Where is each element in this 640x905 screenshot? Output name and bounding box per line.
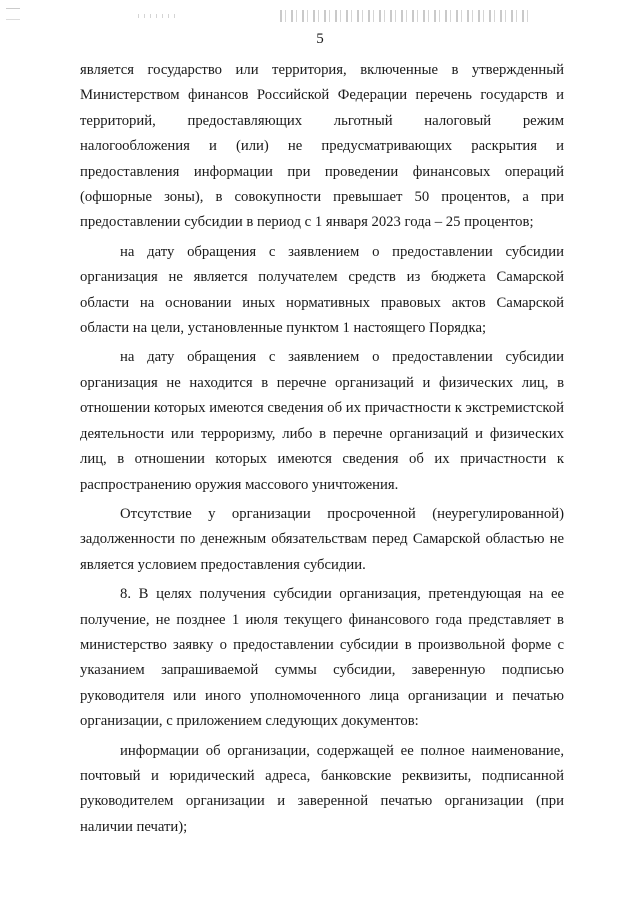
page-number: 5 (316, 31, 324, 47)
scan-artifact-header (280, 10, 530, 22)
paragraph-item-8: 8. В целях получения субсидии организация, претендующая на ее получение, не позднее 1 июля текущего финансового года представляет в министерство заявку о предоставлении субсидии в произвольной форме с указанием запрашиваемой суммы субсидии, заверенную подписью руководителя или иного уполномоченного лица организации и печатью организации, с приложением следующих документов: (80, 586, 564, 730)
scan-artifact-dots (138, 14, 178, 18)
paragraph-not-in-extremist-list: на дату обращения с заявлением о предоставлении субсидии организация не находится в перечне организаций и физических лиц, в отношении которых имеются сведения об их причастности к экстремистской деятельности или терроризму, либо в перечне организаций и физических лиц, в отношении которых имеются сведения об их причастности к распространению оружия массового уничтожения. (80, 349, 564, 493)
paragraph-organization-info: информации об организации, содержащей ее полное наименование, почтовый и юридический адреса, банковские реквизиты, подписанной руководителем организации и заверенной печатью организации (при наличии печати); (80, 742, 564, 835)
paragraph-debt-not-condition: Отсутствие у организации просроченной (неурегулированной) задолженности по денежным обязательствам перед Самарской областью не является условием предоставления субсидии. (80, 505, 564, 573)
paragraph-continuation: является государство или территория, включенные в утвержденный Министерством финансов Российской Федерации перечень государств и территорий, предоставляющих льготный налоговый режим налогообложения и (или) не предусматривающих раскрытия и предоставления информации при проведении финансовых операций (офшорные зоны), в совокупности превышает 50 процентов, а при предоставлении субсидии в период с 1 января 2023 года – 25 процентов; (80, 62, 564, 231)
paragraph-not-budget-recipient: на дату обращения с заявлением о предоставлении субсидии организация не является получателем средств из бюджета Самарской области на основании иных нормативных правовых актов Самарской области на цели, установленные пунктом 1 настоящего Порядка; (80, 243, 564, 337)
scan-artifact-left (6, 8, 20, 20)
document-body (80, 58, 564, 840)
